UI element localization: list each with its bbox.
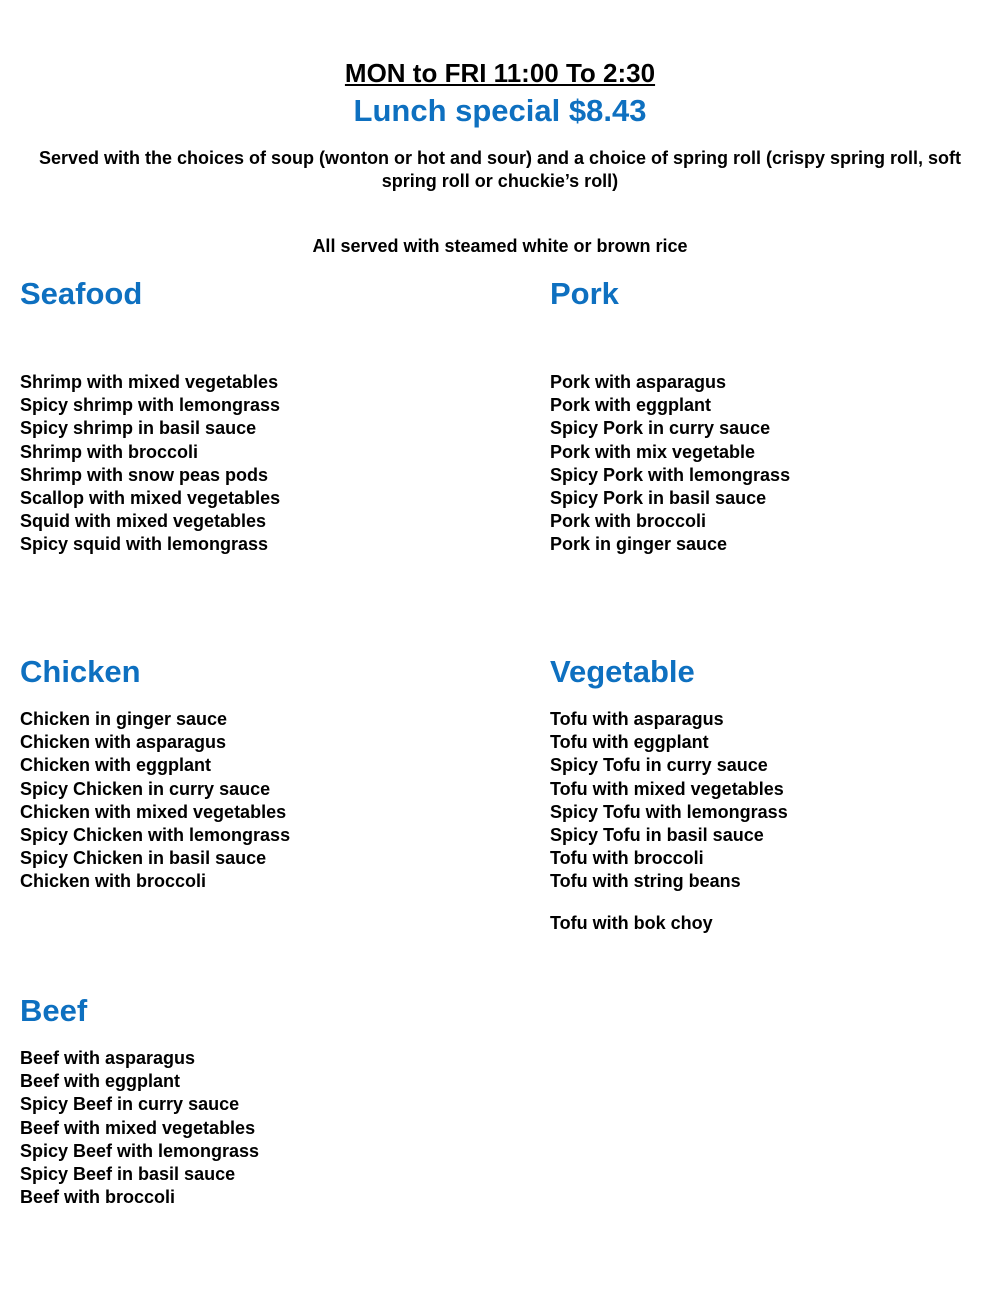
beef-section <box>20 992 259 1209</box>
menu-item: Pork with mix vegetable <box>550 441 756 462</box>
menu-item: Tofu with mixed vegetables <box>550 778 784 799</box>
served-with-note: Served with the choices of soup (wonton or hot and sour) and a choice of spring roll (crispy spring roll, soft spring roll or chuckie’s roll) <box>38 148 962 191</box>
chicken-section <box>20 653 290 894</box>
menu-item: Chicken with eggplant <box>20 755 212 776</box>
menu-item: Beef with mixed vegetables <box>20 1117 256 1138</box>
menu-item: Spicy Pork in basil sauce <box>550 488 767 509</box>
pork-heading: Pork <box>550 276 619 311</box>
menu-item: Shrimp with mixed vegetables <box>20 372 279 392</box>
beef-heading: Beef <box>20 993 88 1028</box>
chicken-list <box>20 708 290 894</box>
seafood-section <box>20 275 280 557</box>
vegetable-heading: Vegetable <box>550 654 695 689</box>
menu-item: Spicy Chicken in basil sauce <box>20 848 267 869</box>
menu-item: Beef with broccoli <box>20 1187 176 1208</box>
menu-item: Squid with mixed vegetables <box>20 511 267 532</box>
beef-list <box>20 1047 259 1209</box>
menu-item: Spicy shrimp with lemongrass <box>20 395 281 416</box>
menu-item: Shrimp with snow peas pods <box>20 464 269 485</box>
lunch-special-title: Lunch special $8.43 <box>353 93 647 128</box>
vegetable-extra-item: Tofu with bok choy <box>550 913 713 933</box>
menu-item: Pork with broccoli <box>550 511 707 532</box>
pork-section <box>550 275 790 557</box>
menu-item: Spicy Chicken in curry sauce <box>20 778 271 799</box>
menu-item: Spicy Pork in curry sauce <box>550 418 771 439</box>
vegetable-section <box>550 653 788 894</box>
menu-item: Spicy Tofu in basil sauce <box>550 825 764 846</box>
menu-item: Tofu with string beans <box>550 871 741 892</box>
menu-item: Pork with eggplant <box>550 395 712 416</box>
menu-item: Spicy shrimp in basil sauce <box>20 418 257 439</box>
rice-note: All served with steamed white or brown rice <box>312 236 688 256</box>
menu-item: Beef with asparagus <box>20 1048 196 1068</box>
menu-item: Beef with eggplant <box>20 1071 181 1092</box>
menu-item: Tofu with eggplant <box>550 732 709 753</box>
menu-item: Spicy Beef in curry sauce <box>20 1094 240 1115</box>
menu-item: Scallop with mixed vegetables <box>20 488 281 509</box>
seafood-heading: Seafood <box>20 276 143 311</box>
vegetable-list <box>550 708 788 894</box>
menu-item: Spicy Beef with lemongrass <box>20 1140 260 1161</box>
menu-item: Chicken with asparagus <box>20 732 227 753</box>
menu-item: Spicy Tofu in curry sauce <box>550 755 768 776</box>
hours-heading: MON to FRI 11:00 To 2:30 <box>344 58 656 88</box>
menu-item: Spicy Chicken with lemongrass <box>20 825 291 846</box>
menu-item: Pork with asparagus <box>550 372 727 392</box>
chicken-heading: Chicken <box>20 654 141 689</box>
seafood-list <box>20 371 280 557</box>
menu-item: Shrimp with broccoli <box>20 441 199 462</box>
menu-item: Chicken in ginger sauce <box>20 709 228 729</box>
menu-item: Spicy Tofu with lemongrass <box>550 801 788 822</box>
menu-item: Tofu with asparagus <box>550 709 724 729</box>
menu-item: Chicken with broccoli <box>20 871 207 892</box>
menu-item: Tofu with broccoli <box>550 848 704 869</box>
pork-list <box>550 371 790 557</box>
menu-item: Spicy Pork with lemongrass <box>550 464 791 485</box>
menu-item: Spicy squid with lemongrass <box>20 534 269 555</box>
menu-item: Pork in ginger sauce <box>550 534 728 555</box>
menu-item: Chicken with mixed vegetables <box>20 801 287 822</box>
menu-item: Spicy Beef in basil sauce <box>20 1164 236 1185</box>
